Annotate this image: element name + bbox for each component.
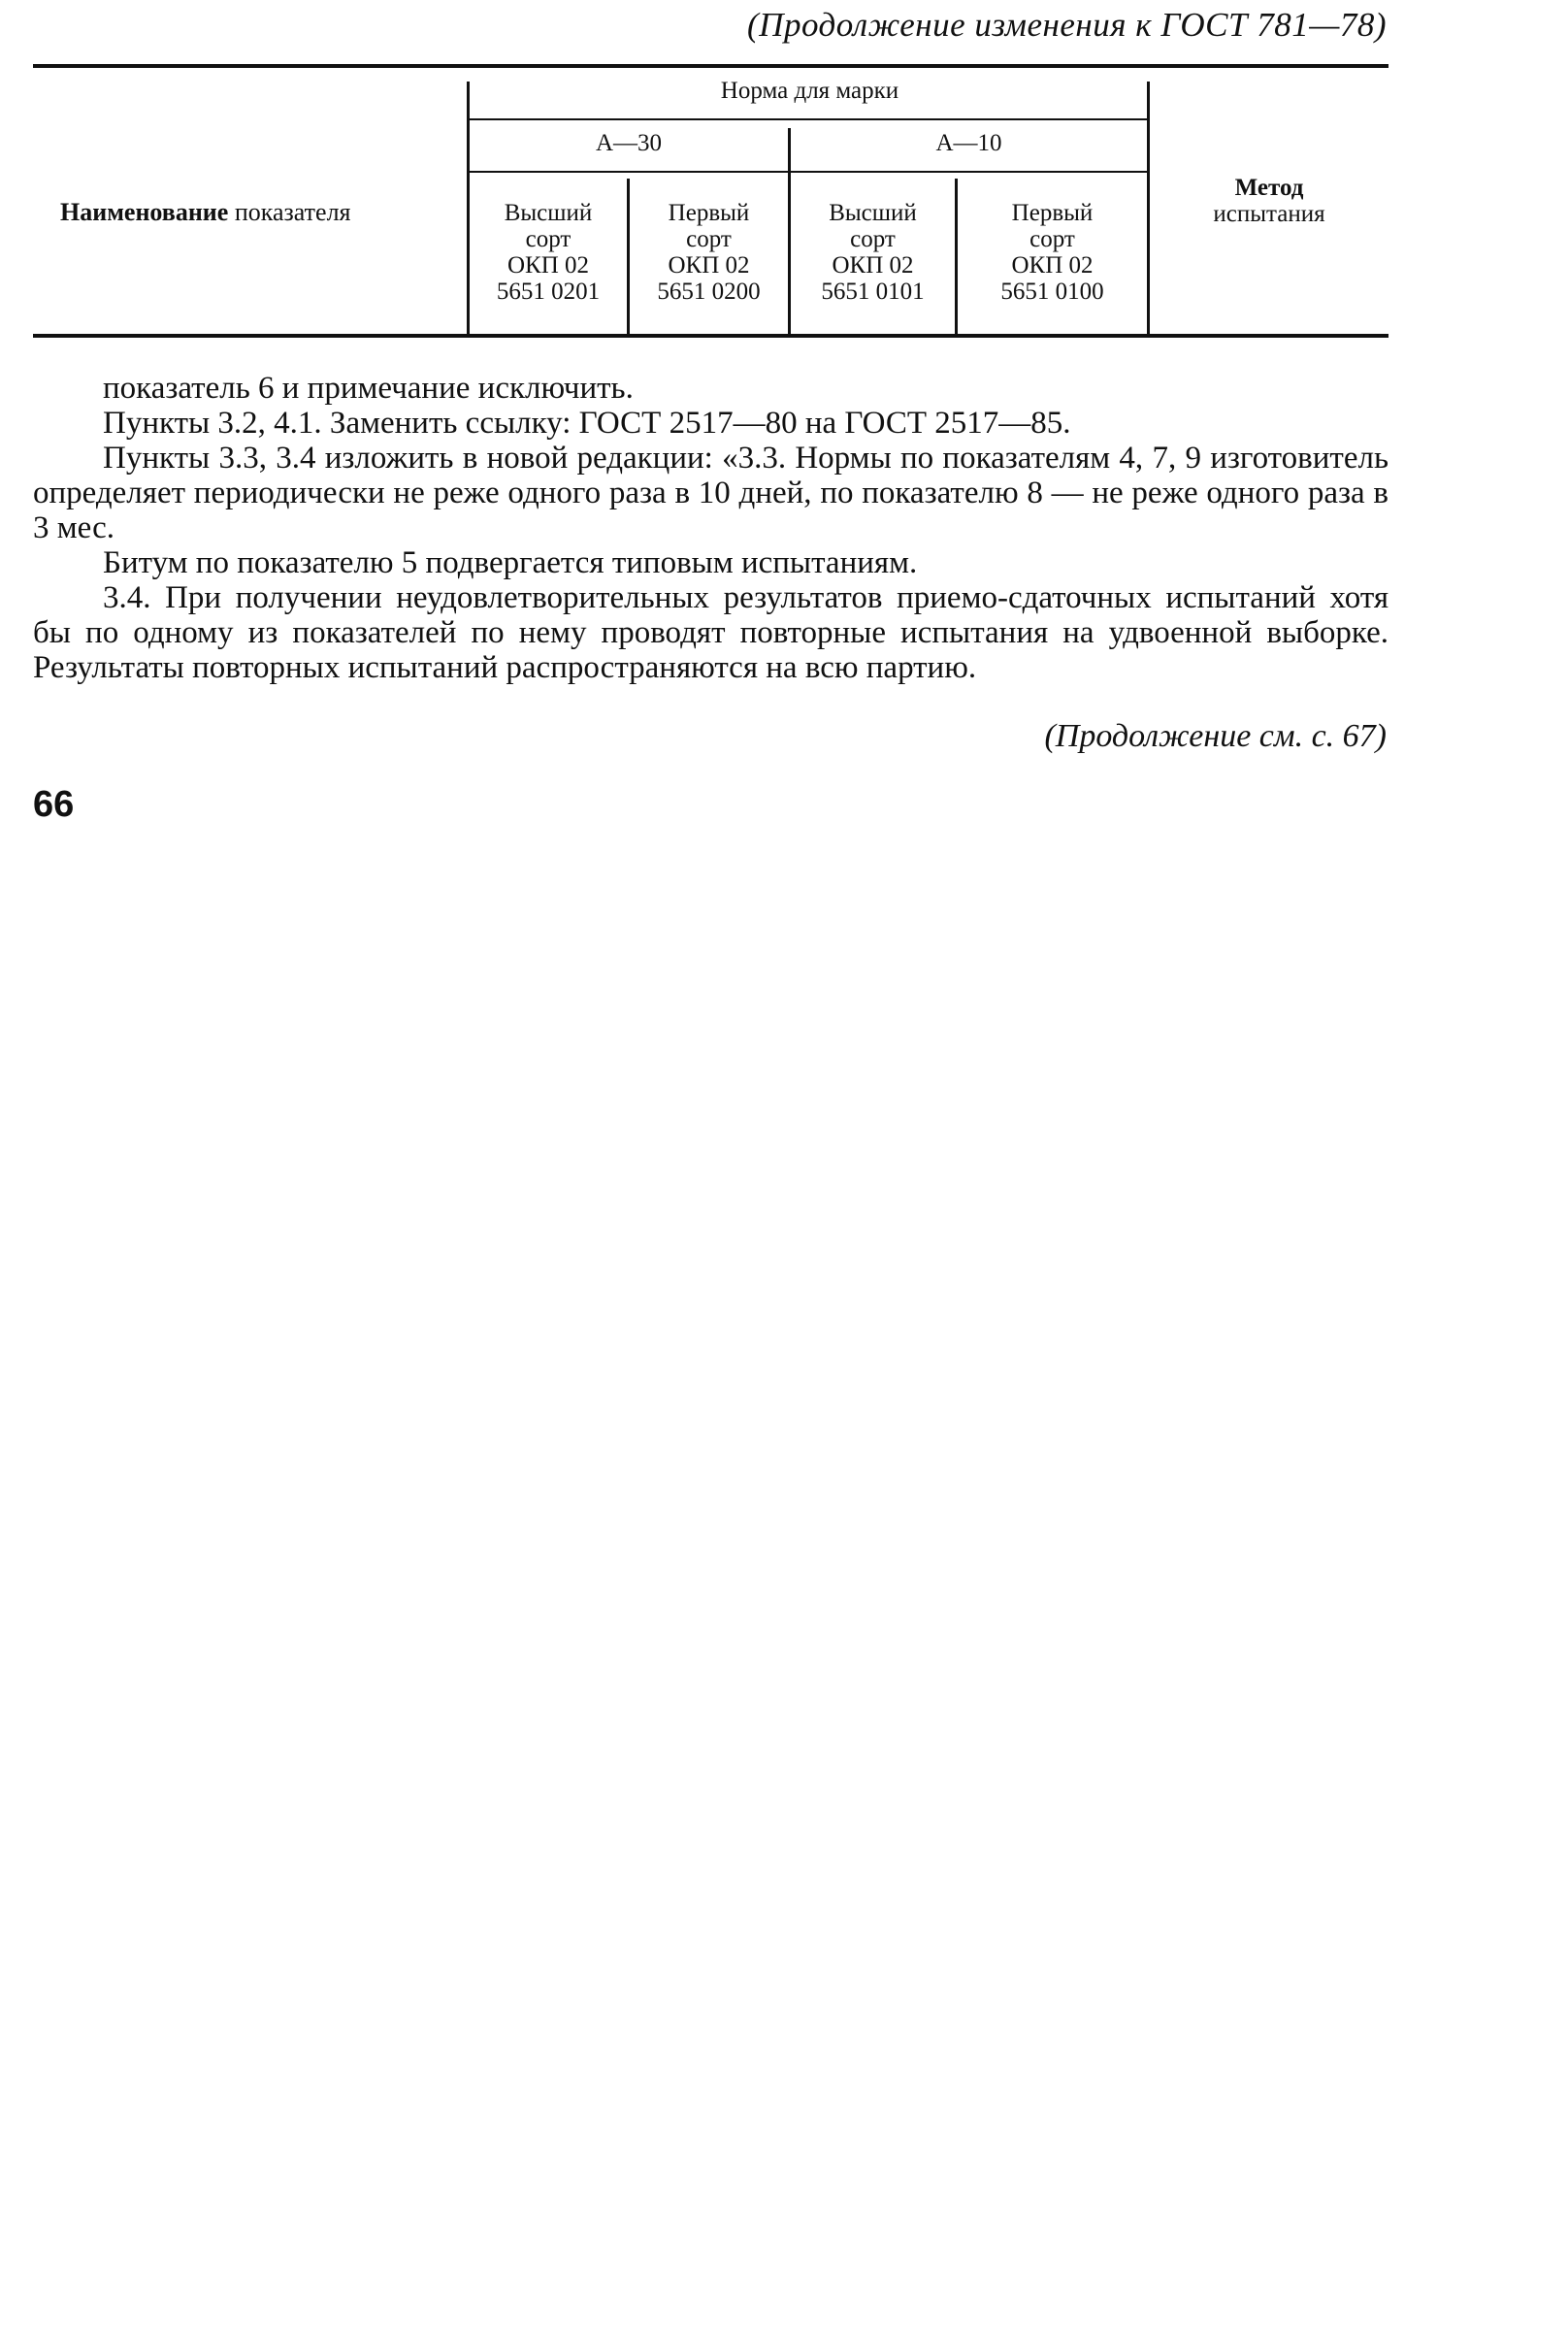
paragraph-items-3-2-4-1: Пункты 3.2, 4.1. Заменить ссылку: ГОСТ 2517—80 на ГОСТ 2517—85. bbox=[103, 406, 1071, 441]
method-header-line1: Метод bbox=[1234, 175, 1304, 201]
table-rule-under-norm bbox=[470, 118, 1150, 120]
indicator-name-header-rest: показателя bbox=[228, 198, 351, 226]
paragraph-indicator-6: показатель 6 и примечание исключить. bbox=[103, 371, 634, 406]
column-a30-first-line2: сорт bbox=[686, 226, 732, 252]
table-top-rule bbox=[33, 64, 1388, 68]
paragraph-3-4-retests: 3.4. При получении неудовлетворительных результатов приемо-сдаточных испытаний хотя бы по одному из показателей по нему проводят повторные испытания на удвоенной выборке. Результаты повторных испытаний распространяются на всю партию. bbox=[33, 580, 1388, 685]
paragraph-items-3-3-3-4: Пункты 3.3, 3.4 изложить в новой редакции: «3.3. Нормы по показателям 4, 7, 9 изготовитель определяет периодически не реже одного раза в 10 дней, по показателю 8 — не реже одного раза в 3 мес. bbox=[33, 441, 1388, 545]
table-rule-under-grades bbox=[470, 171, 1150, 173]
column-a30-first-line4: 5651 0200 bbox=[657, 279, 761, 305]
method-header-line2: испытания bbox=[1213, 201, 1325, 227]
column-a10-first-line3: ОКП 02 bbox=[1011, 252, 1094, 279]
column-a10-first bbox=[958, 200, 1147, 305]
column-a10-high-line3: ОКП 02 bbox=[832, 252, 914, 279]
column-a30-high-line2: сорт bbox=[525, 226, 572, 252]
indicator-name-header bbox=[60, 198, 351, 227]
grade-a10-header: А—10 bbox=[935, 130, 1002, 156]
norm-for-grade-header: Норма для марки bbox=[720, 78, 899, 104]
column-a30-first-line1: Первый bbox=[668, 200, 750, 226]
amendment-text bbox=[33, 371, 1388, 685]
table-bottom-rule bbox=[33, 334, 1388, 338]
column-a30-high bbox=[470, 200, 627, 305]
page-number: 66 bbox=[33, 784, 75, 825]
column-a10-high-line2: сорт bbox=[850, 226, 896, 252]
norms-table bbox=[33, 64, 1388, 342]
method-header bbox=[1150, 175, 1388, 227]
running-header: (Продолжение изменения к ГОСТ 781—78) bbox=[747, 6, 1387, 44]
column-a10-first-line1: Первый bbox=[1011, 200, 1094, 226]
column-a10-first-line4: 5651 0100 bbox=[1000, 279, 1104, 305]
column-a30-first-line3: ОКП 02 bbox=[668, 252, 750, 279]
grade-a30-header: А—30 bbox=[595, 130, 663, 156]
column-a30-high-line3: ОКП 02 bbox=[506, 252, 590, 279]
column-a10-high bbox=[791, 200, 955, 305]
column-a10-first-line2: сорт bbox=[1029, 226, 1075, 252]
column-a10-high-line1: Высший bbox=[829, 200, 917, 226]
column-a30-high-line4: 5651 0201 bbox=[496, 279, 601, 305]
indicator-name-header-bold: Наименование bbox=[60, 198, 229, 226]
column-a30-high-line1: Высший bbox=[504, 200, 593, 226]
column-a10-high-line4: 5651 0101 bbox=[821, 279, 925, 305]
paragraph-type-tests: Битум по показателю 5 подвергается типовым испытаниям. bbox=[103, 545, 918, 580]
continuation-note: (Продолжение см. с. 67) bbox=[1044, 718, 1387, 754]
column-a30-first bbox=[630, 200, 788, 305]
